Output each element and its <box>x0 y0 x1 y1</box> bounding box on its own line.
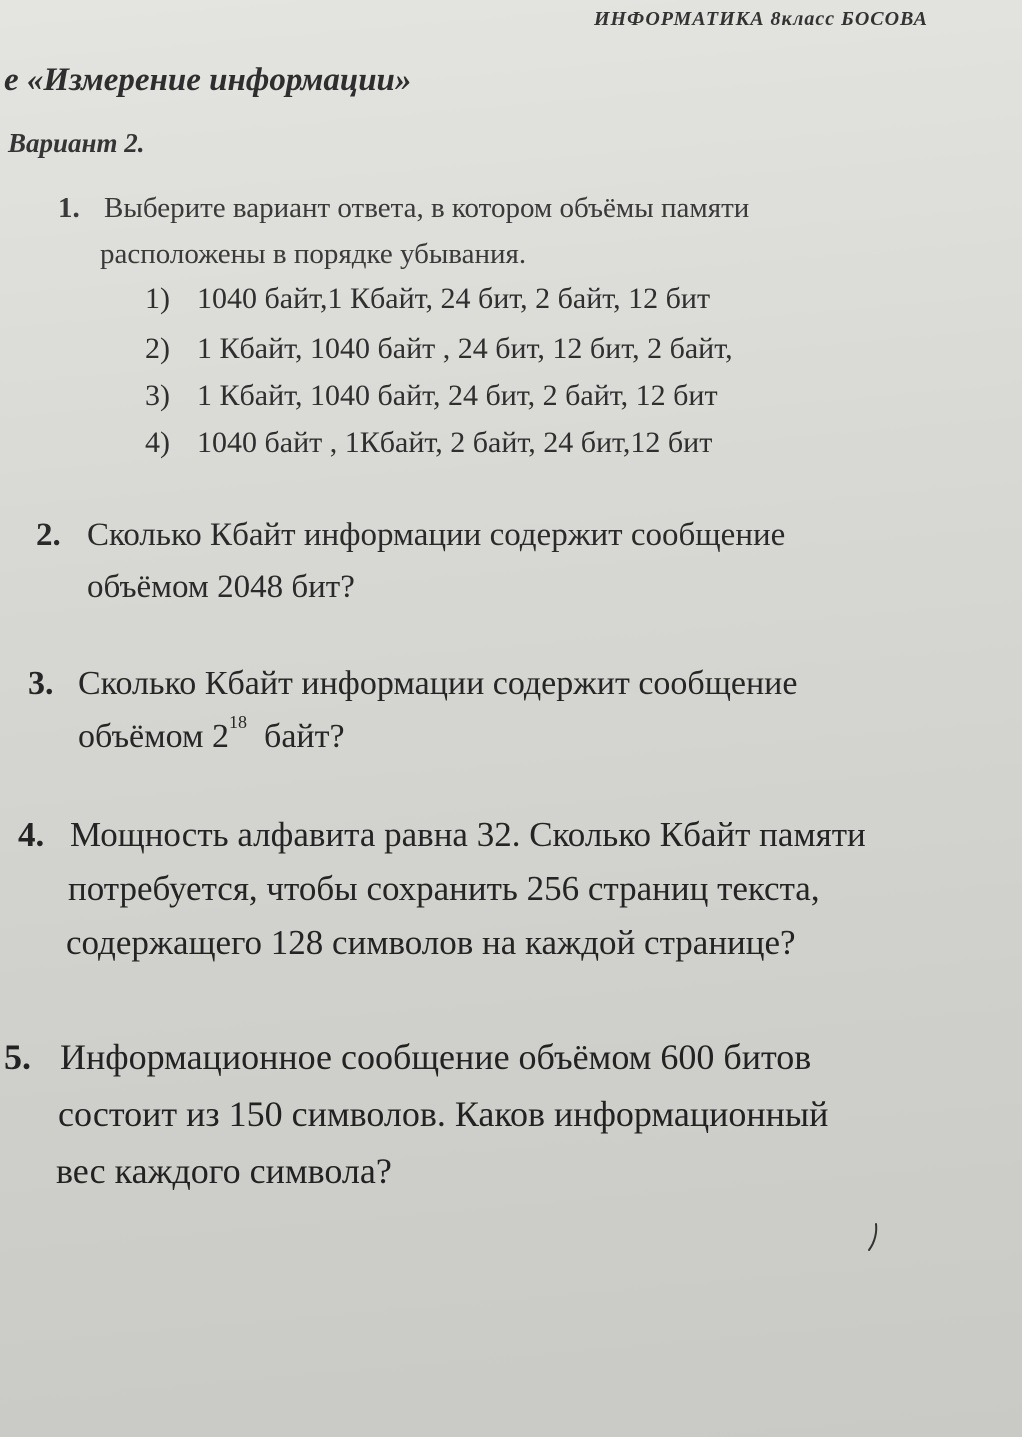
question-text-line: Сколько Кбайт информации содержит сообщение <box>78 665 798 702</box>
answer-option <box>145 426 712 460</box>
question-text-line: потребуется, чтобы сохранить 256 страниц текста, <box>68 869 820 908</box>
option-text: 1040 байт , 1Кбайт, 2 байт, 24 бит,12 бит <box>197 426 713 459</box>
question-text-line: состоит из 150 символов. Каков информационный <box>58 1094 829 1134</box>
answer-option <box>145 379 718 413</box>
option-text: 1 Кбайт, 1040 байт, 24 бит, 2 байт, 12 бит <box>197 379 718 412</box>
question-text-line: Мощность алфавита равна 32. Сколько Кбайт памяти <box>70 815 866 854</box>
answer-option <box>145 282 710 316</box>
option-text: 1040 байт,1 Кбайт, 24 бит, 2 байт, 12 бит <box>197 282 711 315</box>
text-before-exponent: объёмом 2 <box>78 718 230 755</box>
question-text-line: вес каждого символа? <box>56 1151 392 1191</box>
option-number: 4) <box>145 426 170 459</box>
book-header: ИНФОРМАТИКА 8класс БОСОВА <box>594 8 928 30</box>
option-number: 1) <box>145 282 170 315</box>
question-number: 5. <box>4 1037 31 1077</box>
question-number: 1. <box>58 192 80 224</box>
question-text-line: Выберите вариант ответа, в котором объёмы памяти <box>104 192 750 224</box>
variant-label: Вариант 2. <box>8 128 145 158</box>
question-text-line: Сколько Кбайт информации содержит сообщение <box>87 517 786 553</box>
option-text: 1 Кбайт, 1040 байт , 24 бит, 12 бит, 2 байт, <box>197 332 733 365</box>
question-text-line: расположены в порядке убывания. <box>100 238 527 270</box>
option-number: 2) <box>145 332 170 365</box>
exponent: 18 <box>229 712 248 732</box>
question-text-line: содержащего 128 символов на каждой странице? <box>66 923 796 962</box>
option-number: 3) <box>145 379 170 412</box>
pen-mark <box>866 1222 880 1252</box>
worksheet-title: е «Измерение информации» <box>4 62 412 98</box>
text-after-exponent: байт? <box>247 718 345 755</box>
answer-option <box>145 332 733 366</box>
question-text-line <box>78 712 345 756</box>
question-text-line: Информационное сообщение объёмом 600 битов <box>60 1037 812 1077</box>
question-number: 3. <box>28 665 54 702</box>
question-text-line: объёмом 2048 бит? <box>87 569 355 605</box>
question-number: 2. <box>36 517 61 553</box>
question-number: 4. <box>18 815 45 854</box>
